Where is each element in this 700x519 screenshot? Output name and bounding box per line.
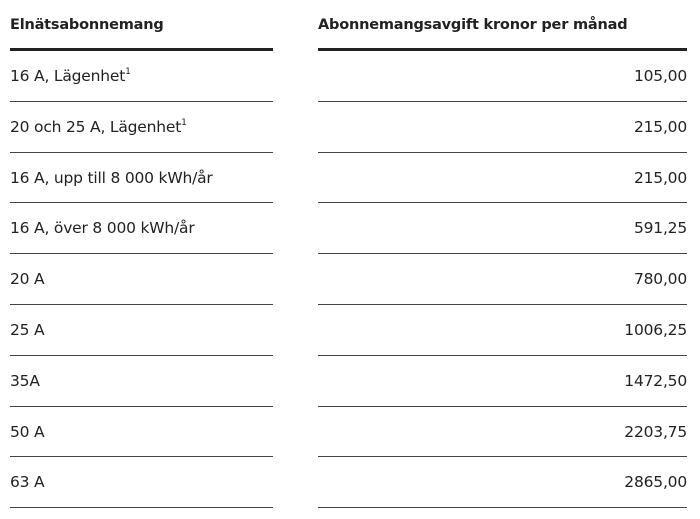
subscription-cell: [10, 254, 273, 305]
fee-cell: 1472,50: [318, 356, 687, 407]
subscription-label: 16 A, Lägenhet: [10, 67, 126, 85]
fee-cell: 215,00: [318, 153, 687, 204]
fee-cell: 2203,75: [318, 407, 687, 458]
subscription-cell: [10, 305, 273, 356]
subscription-label: 63 A: [10, 473, 45, 492]
fee-cell: 591,25: [318, 203, 687, 254]
subscription-cell: [10, 356, 273, 407]
footnote-marker: 1: [125, 67, 131, 77]
subscription-label: 16 A, upp till 8 000 kWh/år: [10, 168, 213, 187]
subscription-column: [10, 0, 273, 508]
subscription-label: 50 A: [10, 422, 45, 441]
subscription-cell: [10, 153, 273, 204]
fee-cell: 780,00: [318, 254, 687, 305]
fee-header: Abonnemangsavgift kronor per månad: [318, 0, 687, 51]
subscription-cell: [10, 457, 273, 508]
fee-cell: 1006,25: [318, 305, 687, 356]
footnote-marker: 1: [181, 117, 187, 128]
subscription-cell: [10, 102, 273, 153]
subscription-label: 25 A: [10, 320, 45, 339]
subscription-label: 35A: [10, 371, 40, 390]
subscription-cell: [10, 51, 273, 102]
fee-column: [318, 0, 687, 508]
subscription-cell: [10, 203, 273, 254]
subscription-label: 16 A, över 8 000 kWh/år: [10, 219, 195, 238]
subscription-label: 20 A: [10, 270, 45, 289]
subscription-label: 20 och 25 A, Lägenhet: [10, 117, 182, 136]
fee-cell: 215,00: [318, 102, 687, 153]
subscription-cell: [10, 407, 273, 458]
subscription-header: Elnätsabonnemang: [10, 0, 273, 51]
fee-cell: 2865,00: [318, 457, 687, 508]
fee-cell: 105,00: [318, 51, 687, 102]
